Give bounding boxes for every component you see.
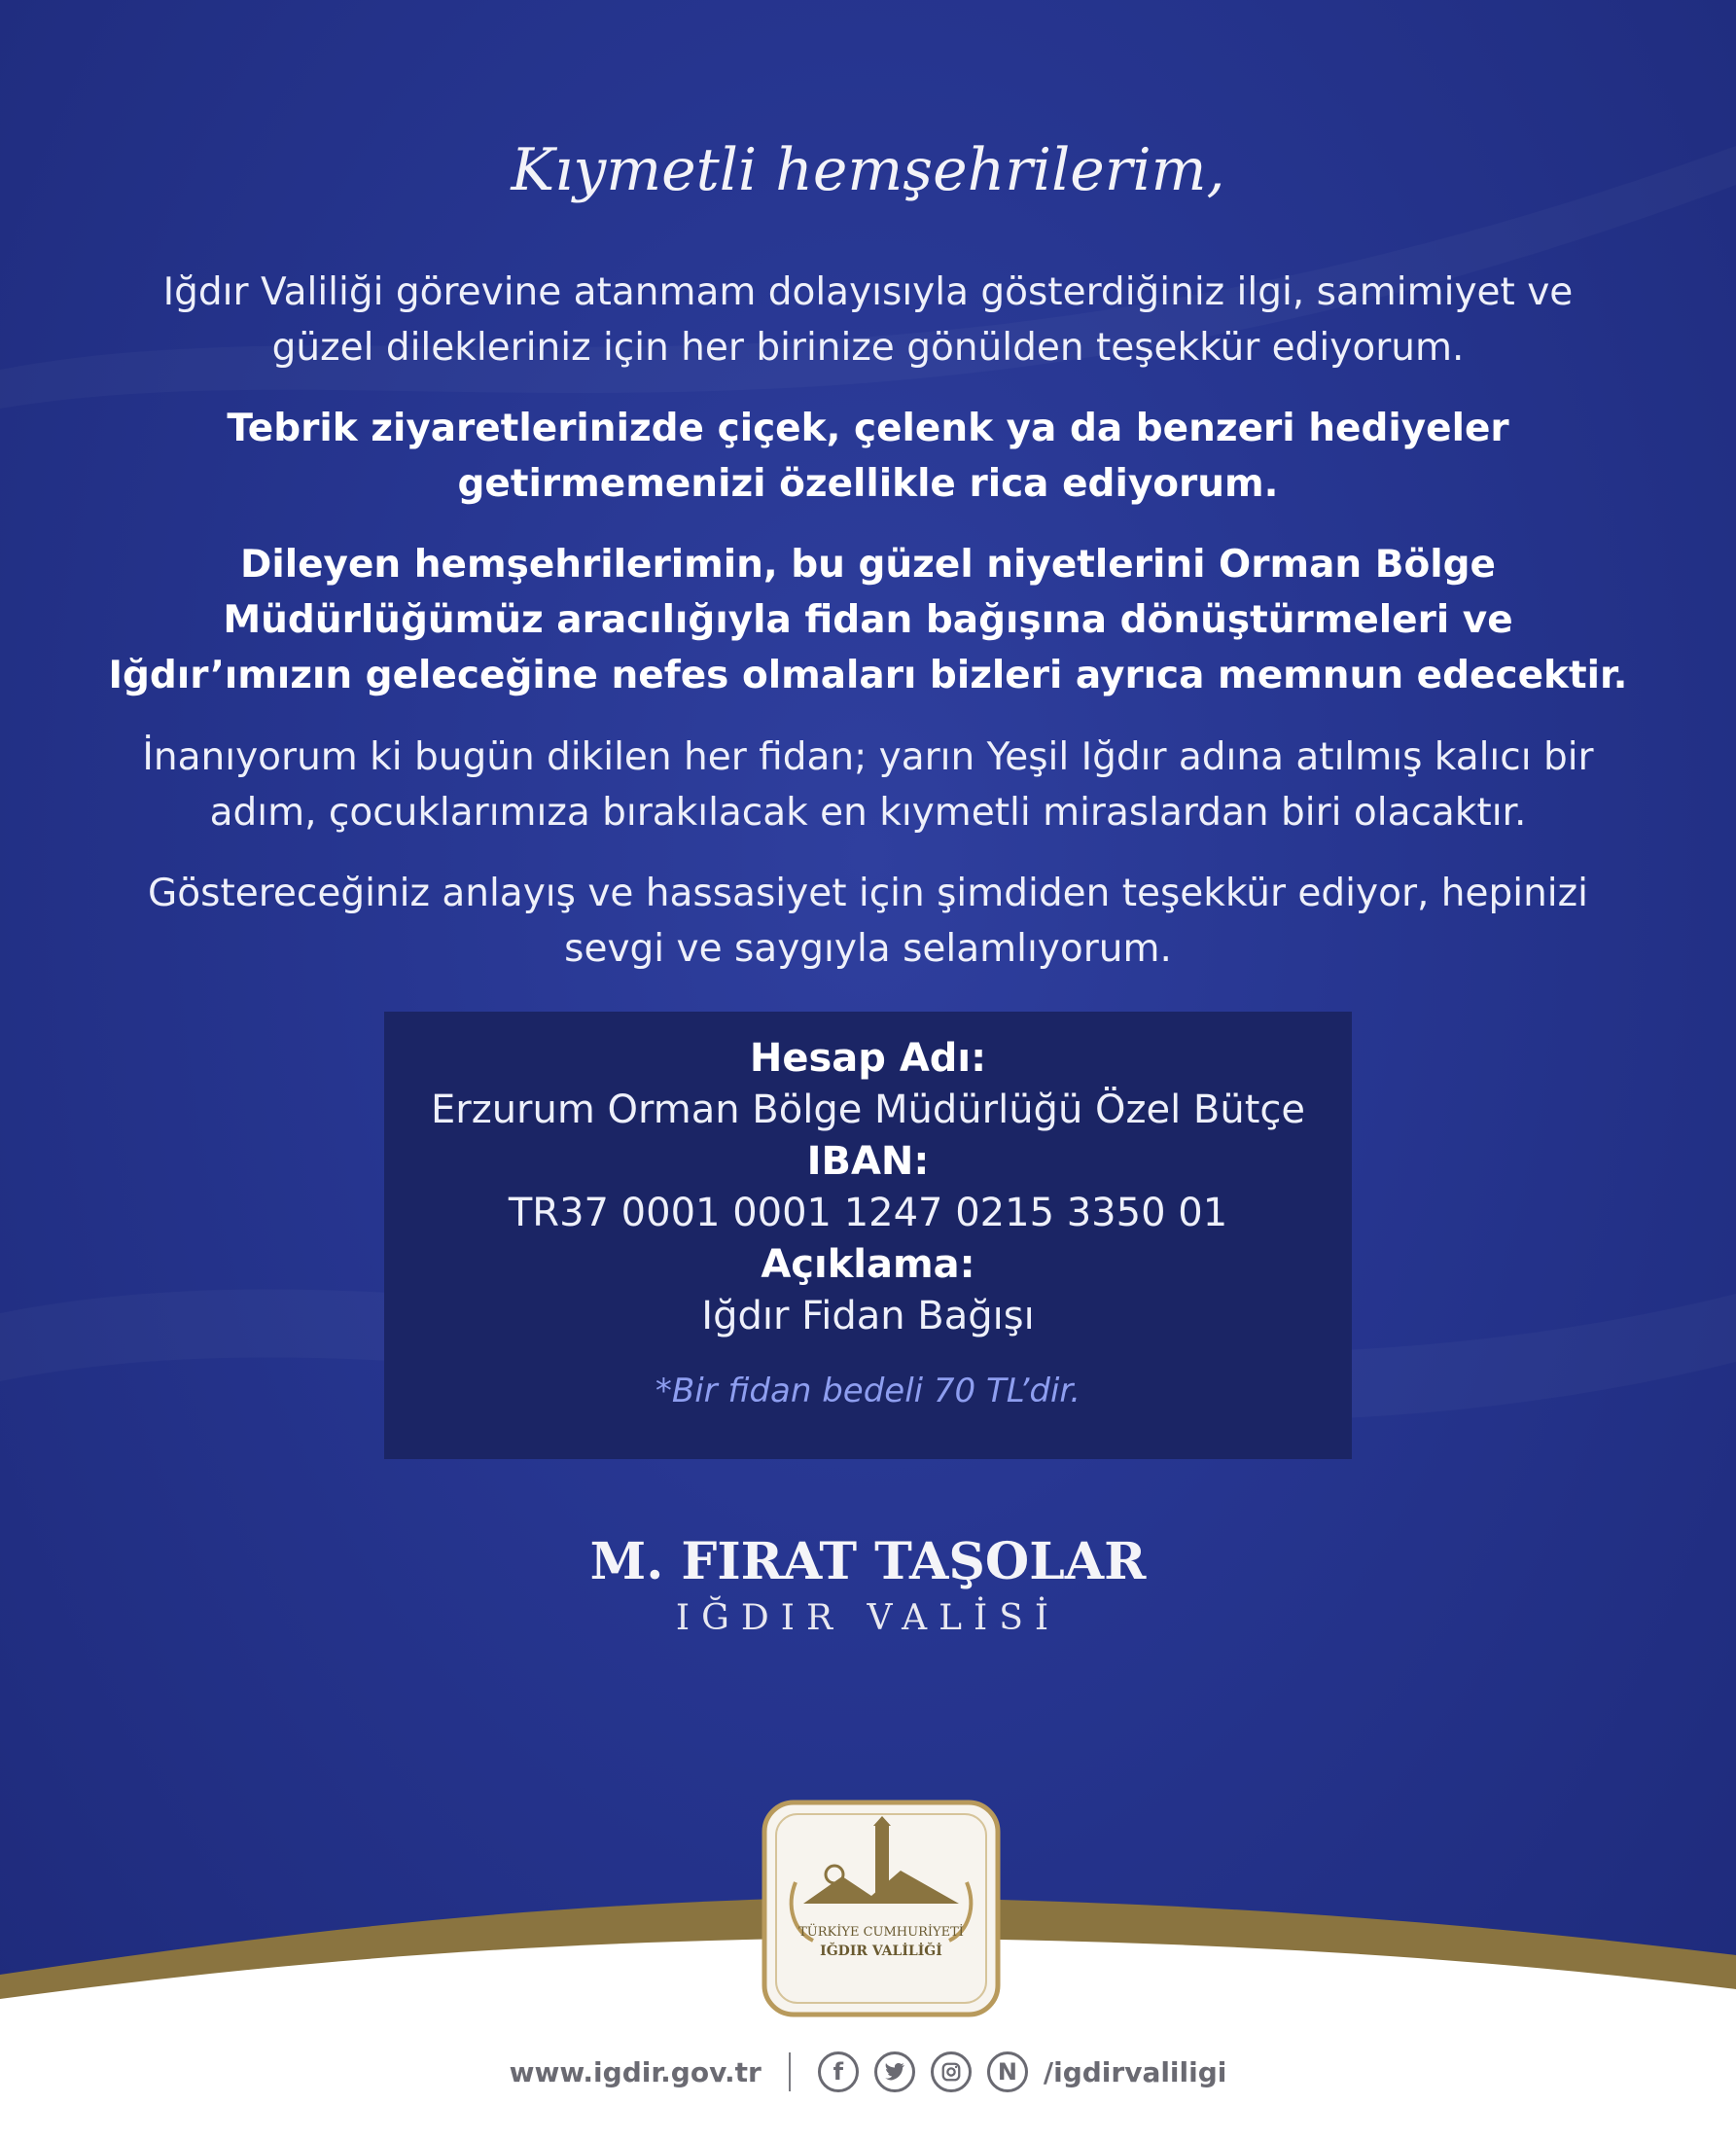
paragraph-request: Tebrik ziyaretlerinizde çiçek, çelenk ya da benzeri hediyeler getirmemenizi özellikle rica ediyorum. [227,407,1509,506]
account-name-label: Hesap Adı: [749,1036,987,1081]
paragraph-belief: İnanıyorum ki bugün dikilen her fidan; yarın Yeşil Iğdır adına atılmış kalıcı bir adım, çocuklarımıza bırakılacak en kıymetli miraslardan biri olacaktır. [142,735,1594,835]
emblem-line1: TÜRKİYE CUMHURİYETİ [798,1925,964,1940]
iban-label: IBAN: [806,1139,930,1184]
website-link[interactable]: www.igdir.gov.tr [509,2055,762,2088]
iban-value: TR37 0001 0001 1247 0215 3350 01 [508,1191,1228,1235]
governorship-emblem [757,1795,1006,2022]
bank-details-box [384,1012,1352,1459]
description-value: Iğdır Fidan Bağışı [701,1294,1035,1338]
instagram-icon[interactable] [931,2051,972,2092]
nsosyal-icon[interactable]: N [987,2051,1028,2092]
emblem-line2: IĞDIR VALİLİĞİ [820,1944,942,1959]
facebook-icon[interactable]: f [818,2051,859,2092]
signer-name: M. FIRAT TAŞOLAR [589,1532,1147,1591]
paragraph-closing: Göstereceğiniz anlayış ve hassasiyet için şimdiden teşekkür ediyor, hepinizi sevgi ve saygıyla selamlıyorum. [148,872,1588,971]
account-name: Erzurum Orman Bölge Müdürlüğü Özel Bütçe [430,1088,1306,1132]
paragraph-donation: Dileyen hemşehrilerimin, bu güzel niyetlerini Orman Bölge Müdürlüğümüz aracılığıyla fidan bağışına dönüştürmeleri ve Iğdır’ımızın geleceğine nefes olmaları bizleri ayrıca memnun edecektir. [108,543,1628,697]
twitter-icon[interactable] [874,2051,915,2092]
paragraph-thanks: Iğdır Valiliği görevine atanmam dolayısıyla gösterdiğiniz ilgi, samimiyet ve güzel dilekleriniz için her birinize gönülden teşekkür ediyorum. [162,270,1574,370]
greeting: Kıymetli hemşehrilerim, [511,136,1225,204]
price-note: *Bir fidan bedeli 70 TL’dir. [655,1372,1081,1410]
footer-divider [789,2052,791,2091]
social-handle[interactable]: /igdirvaliligi [1043,2055,1227,2088]
signer-title: IĞDIR VALİSİ [675,1598,1061,1638]
description-label: Açıklama: [761,1242,975,1287]
footer [0,2043,1736,2101]
